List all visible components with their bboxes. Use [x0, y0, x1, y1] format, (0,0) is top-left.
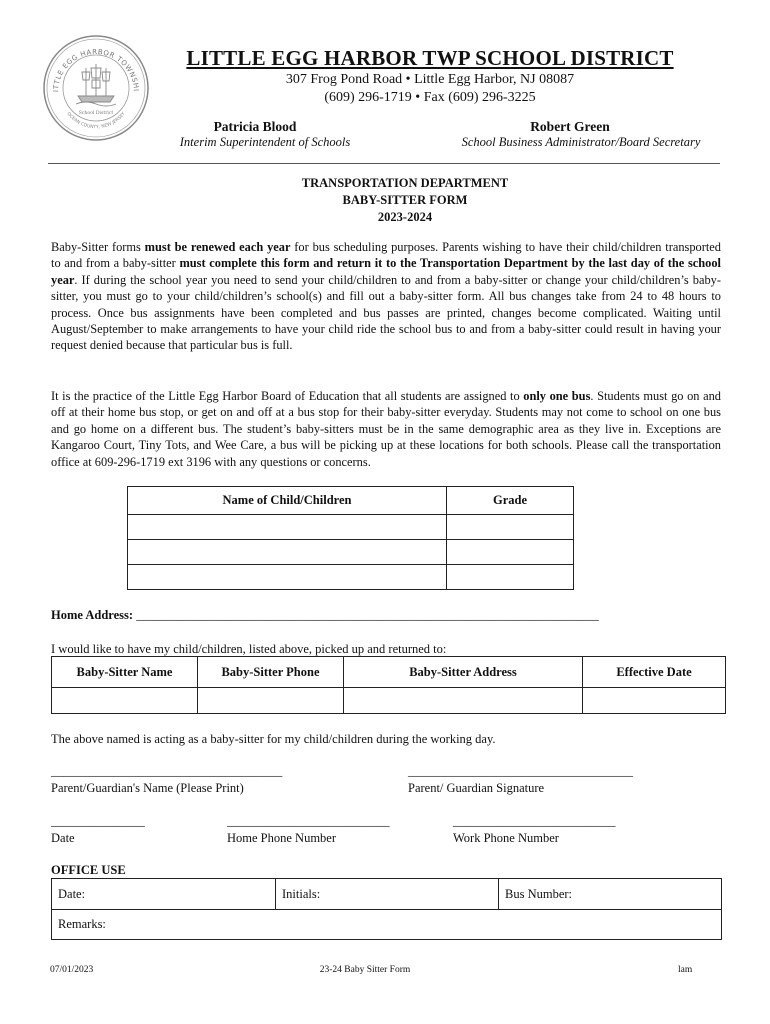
grade-cell[interactable] — [447, 565, 574, 590]
seal-center-text: School District — [78, 111, 114, 116]
footer-title: 23-24 Baby Sitter Form — [319, 965, 411, 975]
table-row — [128, 540, 574, 565]
home-phone-label: Home Phone Number — [227, 831, 337, 845]
district-title: LITTLE EGG HARBOR TWP SCHOOL DISTRICT — [186, 46, 674, 70]
sitter-name-cell[interactable] — [52, 688, 198, 714]
sitter-name-header: Baby-Sitter Name — [52, 657, 198, 688]
form-title: BABY-SITTER FORM — [342, 193, 468, 207]
grade-header: Grade — [447, 487, 574, 515]
administrator-role: School Business Administrator/Board Secretary — [461, 135, 701, 149]
guardian-name-line[interactable]: _____________________________________ — [51, 764, 283, 778]
home-address-label: Home Address: — [51, 608, 134, 622]
superintendent-role: Interim Superintendent of Schools — [179, 135, 351, 149]
district-address: 307 Frog Pond Road • Little Egg Harbor, NJ 08087 — [285, 72, 575, 87]
superintendent-name: Patricia Blood — [213, 119, 297, 134]
effective-date-cell[interactable] — [583, 688, 726, 714]
work-phone-label: Work Phone Number — [453, 831, 559, 845]
pickup-text: I would like to have my child/children, listed above, picked up and returned to: — [51, 642, 447, 656]
office-remarks-cell[interactable]: Remarks: — [52, 910, 722, 940]
svg-text:LITTLE EGG HARBOR TOWNSHIP — [42, 34, 140, 92]
child-name-cell[interactable] — [128, 540, 447, 565]
table-row — [128, 565, 574, 590]
district-phone: (609) 296-1719 • Fax (609) 296-3225 — [324, 90, 536, 105]
department-heading: TRANSPORTATION DEPARTMENT — [301, 176, 509, 190]
home-phone-line[interactable]: __________________________ — [227, 814, 390, 828]
home-address-row — [51, 608, 599, 623]
acting-statement: The above named is acting as a baby-sitter for my child/children during the working day. — [51, 732, 496, 746]
office-bus-cell[interactable]: Bus Number: — [499, 879, 722, 910]
school-year: 2023-2024 — [377, 210, 433, 224]
office-use-table — [51, 878, 722, 940]
effective-date-header: Effective Date — [583, 657, 726, 688]
one-bus-paragraph: It is the practice of the Little Egg Harbor Board of Education that all students are assigned to only one bus. Students must go on and off at their home bus stop, or get on and off at a bus stop for their baby-sitter everyday. Students may not come to school on one bus and go home on a different bus. The student’s baby-sitters must be in the same demographic area as they live in. Exceptions are Kangaroo Court, Tiny Tots, and Wee Care, a bus will be picking up at these locations for both schools. Please call the transportation office at 609-296-1719 ext 3196 with any questions or concerns. — [51, 389, 721, 469]
district-seal — [42, 34, 150, 142]
table-row — [52, 688, 726, 714]
ship-icon — [76, 64, 116, 106]
sitter-address-cell[interactable] — [344, 688, 583, 714]
seal-bottom-text: OCEAN COUNTY, NEW JERSEY — [65, 111, 127, 131]
seal-ring-text: ITTLE EGG HARBOR TOWNSHI — [51, 47, 141, 93]
guardian-signature-line[interactable]: ____________________________________ — [408, 764, 633, 778]
administrator-name: Robert Green — [530, 119, 610, 134]
work-phone-line[interactable]: __________________________ — [453, 814, 616, 828]
child-name-header: Name of Child/Children — [128, 487, 447, 515]
grade-cell[interactable] — [447, 515, 574, 540]
date-line[interactable]: _______________ — [51, 814, 145, 828]
grade-cell[interactable] — [447, 540, 574, 565]
child-name-cell[interactable] — [128, 515, 447, 540]
office-initials-cell[interactable]: Initials: — [276, 879, 499, 910]
office-use-heading: OFFICE USE — [51, 863, 126, 877]
sitter-phone-header: Baby-Sitter Phone — [198, 657, 344, 688]
date-label: Date — [51, 831, 75, 845]
guardian-signature-label: Parent/ Guardian Signature — [408, 781, 545, 795]
children-table — [127, 486, 574, 590]
home-address-field[interactable]: __________________________________________________________________________ — [136, 608, 599, 622]
child-name-cell[interactable] — [128, 565, 447, 590]
office-date-cell[interactable]: Date: — [52, 879, 276, 910]
sitter-address-header: Baby-Sitter Address — [344, 657, 583, 688]
footer-date: 07/01/2023 — [50, 965, 94, 975]
guardian-name-label: Parent/Guardian's Name (Please Print) — [51, 781, 244, 795]
footer-initials: lam — [678, 965, 693, 975]
table-row — [128, 515, 574, 540]
renewal-paragraph: Baby-Sitter forms must be renewed each year for bus scheduling purposes. Parents wishing to have their child/children transported to and from a baby-sitter must complete this form and return it to the Transportation Department by the last day of the school year. If during the school year you need to send your child/children to and from a baby-sitter or change your child/children’s baby-sitter, you must go to your child/children’s school(s) and fill out a baby-sitter form. All bus changes take from 24 to 48 hours to process. Once bus assignments have been completed and bus passes are printed, changes become complicated. Waiting until August/September to make arrangements to have your child ride the school bus to and from a baby-sitter could result in having your request denied because that particular bus is full. — [51, 240, 721, 353]
header-divider — [48, 163, 720, 164]
sitter-phone-cell[interactable] — [198, 688, 344, 714]
sitter-table — [51, 656, 726, 714]
